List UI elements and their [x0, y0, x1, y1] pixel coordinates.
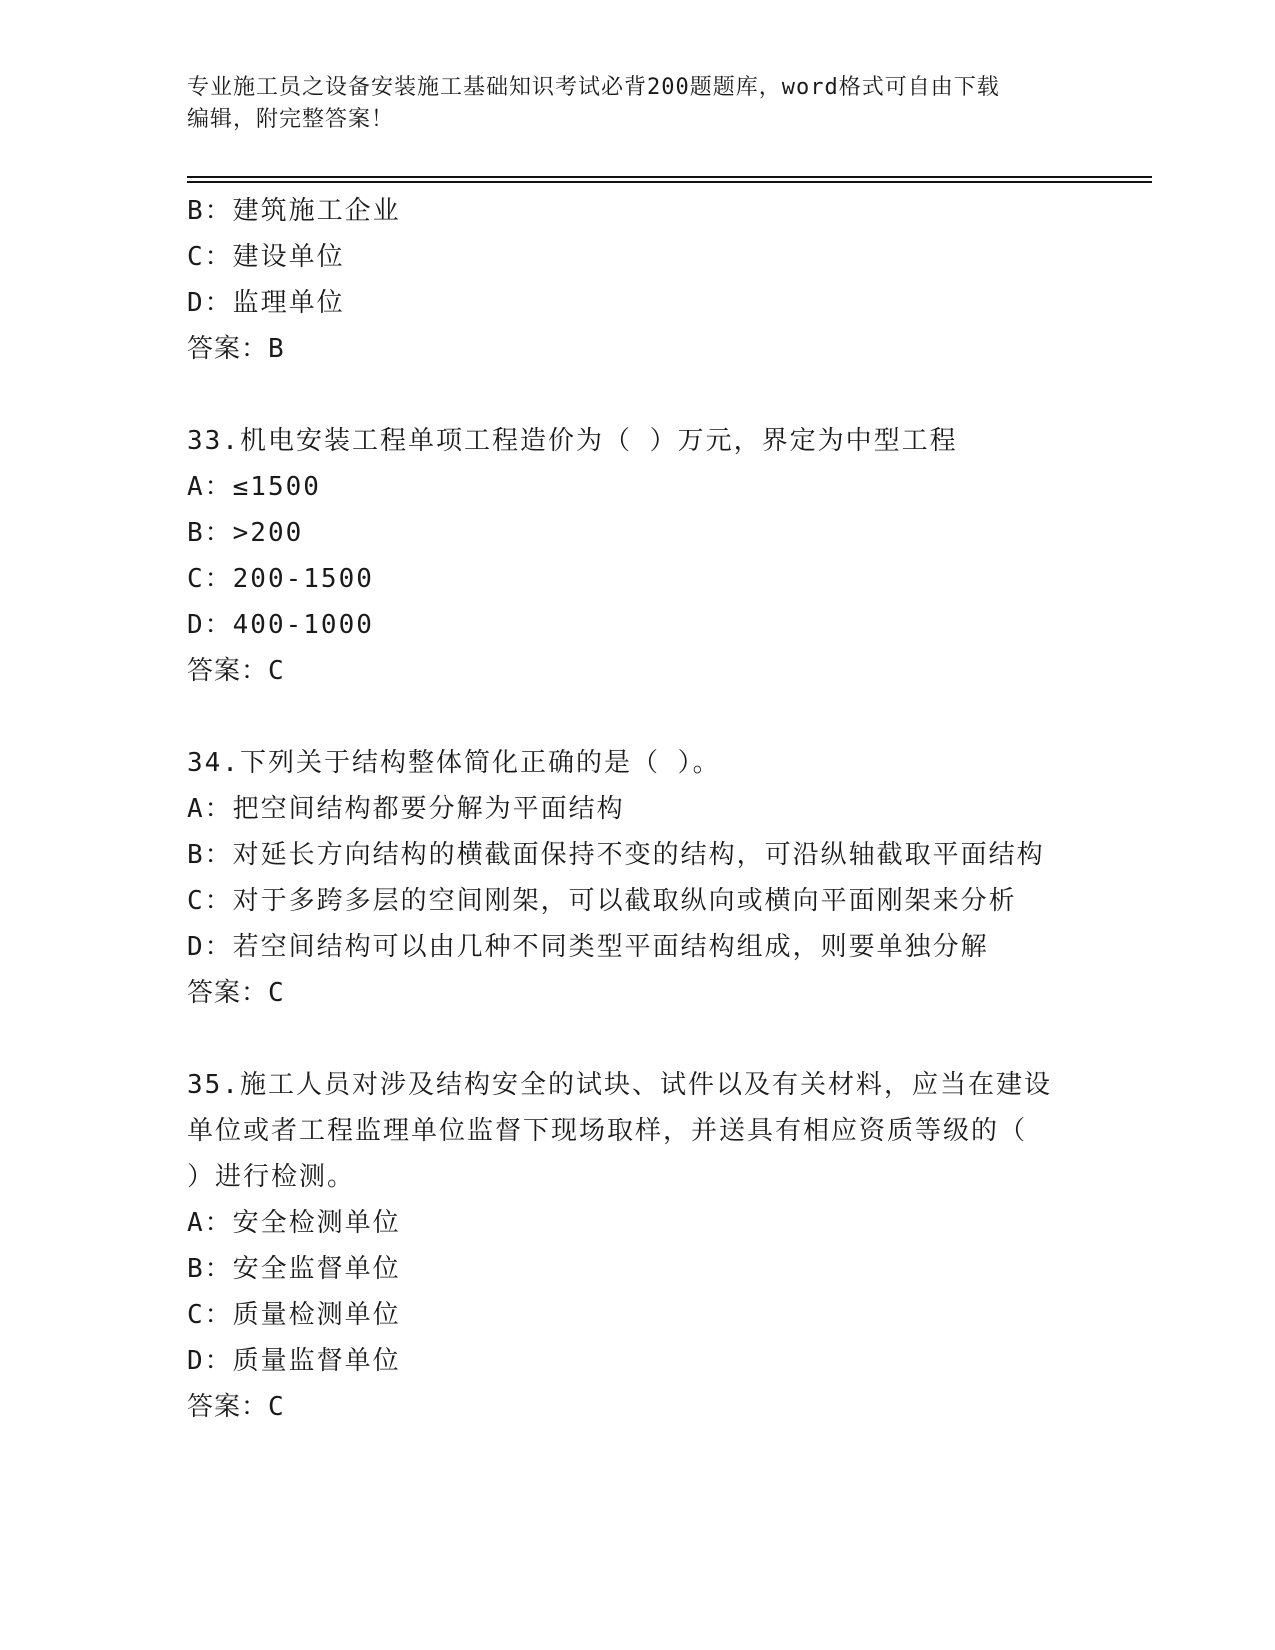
question-stem-line-3: ）进行检测。 [187, 1162, 356, 1192]
option-c: C：对于多跨多层的空间刚架，可以截取纵向或横向平面刚架来分析 [187, 886, 1017, 916]
answer: 答案：C [187, 656, 285, 686]
option-c: C：200-1500 [187, 564, 374, 594]
option-d: D：若空间结构可以由几种不同类型平面结构组成，则要单独分解 [187, 932, 989, 962]
blank-line [187, 1016, 1087, 1062]
option-a: A：把空间结构都要分解为平面结构 [187, 794, 625, 824]
header-divider-bottom [187, 181, 1152, 183]
option-c: C：质量检测单位 [187, 1300, 401, 1330]
option-c: C：建设单位 [187, 242, 345, 272]
question-stem: 34.下列关于结构整体简化正确的是（ ）。 [187, 748, 721, 778]
answer: 答案：B [187, 334, 285, 364]
question-32-continued [187, 188, 1087, 372]
header-title-line-2: 编辑，附完整答案！ [187, 107, 395, 132]
option-b: B：>200 [187, 518, 304, 548]
option-b: B：建筑施工企业 [187, 196, 401, 226]
answer: 答案：C [187, 978, 285, 1008]
option-d: D：400-1000 [187, 610, 374, 640]
blank-line [187, 694, 1087, 740]
option-a: A：安全检测单位 [187, 1208, 401, 1238]
option-d: D：监理单位 [187, 288, 345, 318]
answer: 答案：C [187, 1392, 285, 1422]
question-34 [187, 740, 1087, 1016]
header-title-line-1: 专业施工员之设备安装施工基础知识考试必背200题题库，word格式可自由下载 [187, 75, 1000, 100]
header-divider-top [187, 176, 1152, 178]
option-d: D：质量监督单位 [187, 1346, 401, 1376]
question-stem-line-1: 35.施工人员对涉及结构安全的试块、试件以及有关材料，应当在建设 [187, 1070, 1052, 1100]
question-33 [187, 418, 1087, 694]
option-a: A：≤1500 [187, 472, 321, 502]
option-b: B：对延长方向结构的横截面保持不变的结构，可沿纵轴截取平面结构 [187, 840, 1045, 870]
document-body [187, 188, 1087, 1430]
question-stem-line-2: 单位或者工程监理单位监督下现场取样，并送具有相应资质等级的（ [187, 1116, 1028, 1146]
blank-line [187, 372, 1087, 418]
question-stem: 33.机电安装工程单项工程造价为（ ）万元，界定为中型工程 [187, 426, 958, 456]
document-header [187, 72, 1067, 136]
question-35 [187, 1062, 1087, 1430]
option-b: B：安全监督单位 [187, 1254, 401, 1284]
